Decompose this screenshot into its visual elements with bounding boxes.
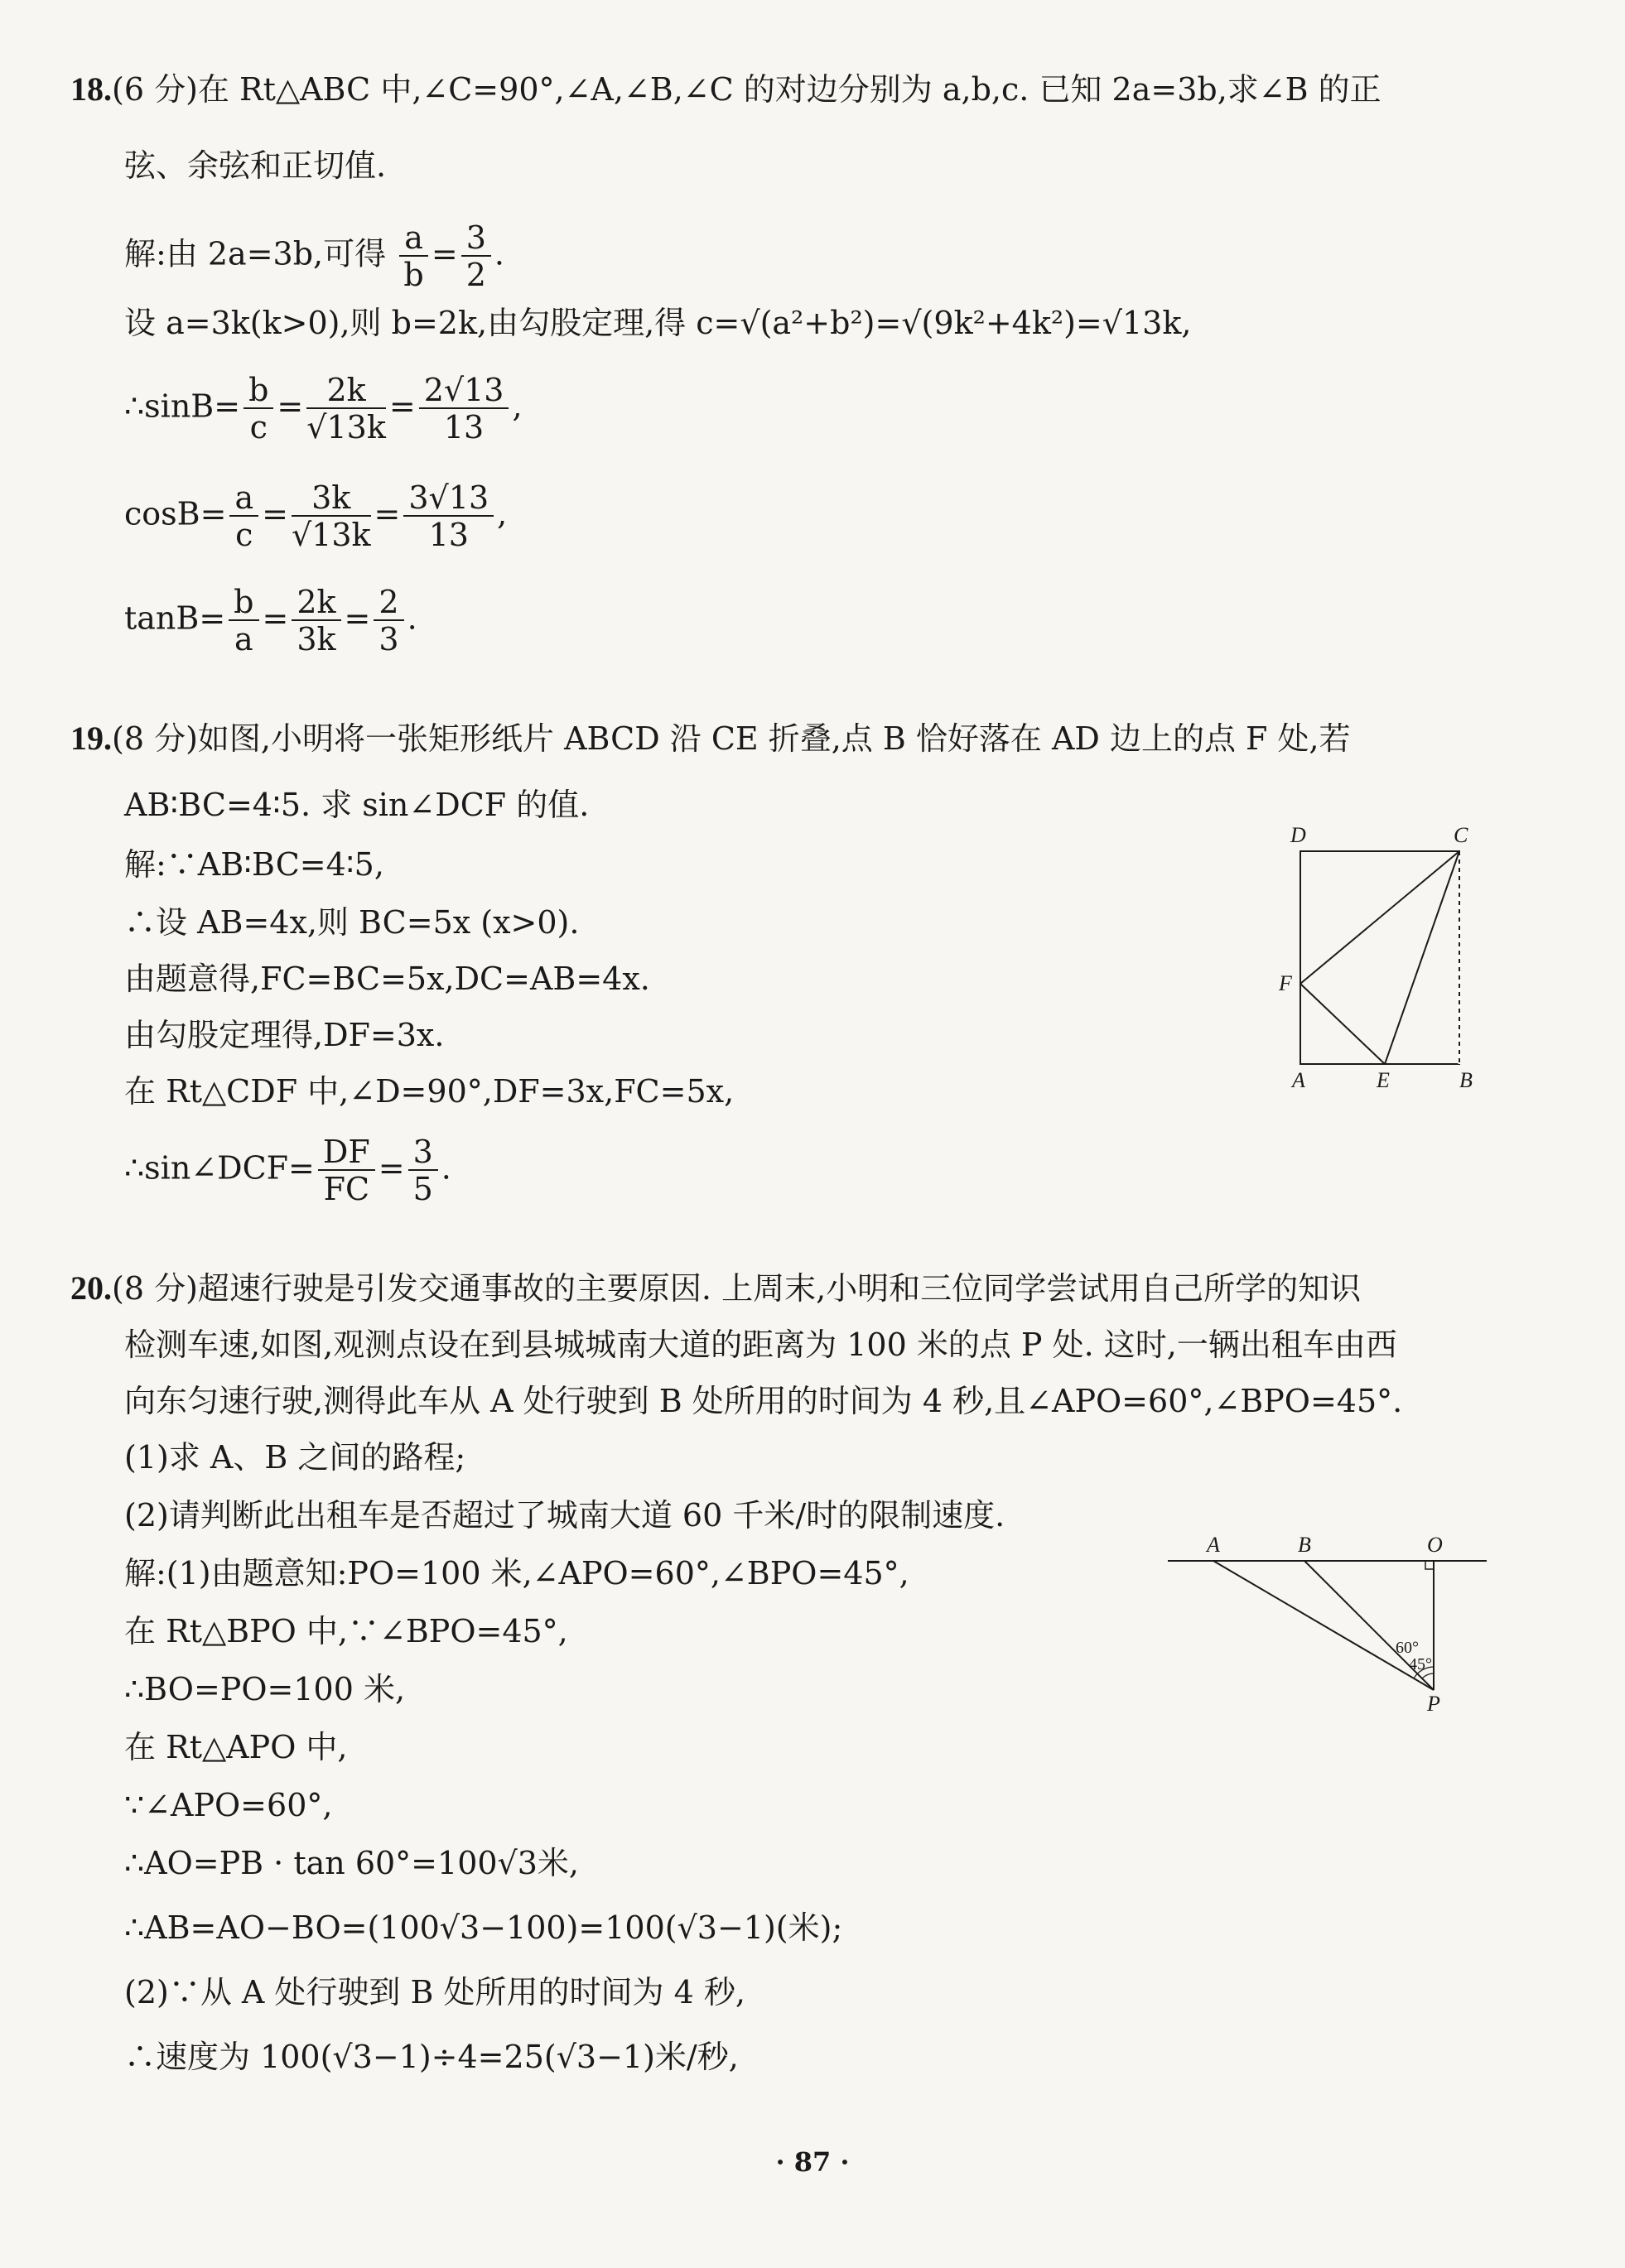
fraction: $\frac{2√13}{13}$ xyxy=(419,373,509,445)
fraction: $\frac{a}{b}$ xyxy=(399,220,428,293)
q20-sol1: 解:(1)由题意知:PO=100 米,∠APO=60°,∠BPO=45°, xyxy=(124,1555,909,1591)
q18-cos: cosB= $\frac{a}{c}$ = $\frac{3k}{√13k}$ = $\frac{3√13}{13}$ , xyxy=(124,479,508,553)
rectangle-fold-figure xyxy=(1275,824,1507,1097)
label-O: O xyxy=(1427,1533,1443,1557)
fraction: $\frac{2k}{3k}$ xyxy=(292,585,340,657)
q18-line1 xyxy=(70,70,1381,109)
q20-sol8: (2)∵从 A 处行驶到 B 处所用的时间为 4 秒, xyxy=(124,1974,745,2010)
q20-line2: 检测车速,如图,观测点设在到县城城南大道的距离为 100 米的点 P 处. 这时,一辆出租车由西 xyxy=(124,1327,1397,1363)
q18-number: 18. xyxy=(70,70,112,108)
page-number: · 87 · xyxy=(775,2146,850,2178)
label-E: E xyxy=(1377,1068,1390,1092)
fraction: $\frac{3}{5}$ xyxy=(408,1134,438,1207)
q20-sol7: ∴AB=AO−BO=(100√3−100)=100(√3−1)(米); xyxy=(124,1909,843,1946)
segment-fe xyxy=(1300,984,1385,1064)
fraction: $\frac{3}{2}$ xyxy=(461,220,491,293)
angle-label-45: 45° xyxy=(1409,1655,1432,1673)
q20-line1 xyxy=(70,1269,1361,1308)
q19-sol4: 由勾股定理得,DF=3x. xyxy=(124,1017,445,1053)
q19-sol6: ∴sin∠DCF= $\frac{DF}{FC}$ = $\frac{3}{5}$ . xyxy=(124,1134,451,1207)
road-observation-figure xyxy=(1164,1530,1491,1717)
fraction: $\frac{2k}{√13k}$ xyxy=(306,372,386,445)
right-angle-mark xyxy=(1425,1561,1434,1569)
q20-line3: 向东匀速行驶,测得此车从 A 处行驶到 B 处所用的时间为 4 秒,且∠APO=60°,∠BPO=45°. xyxy=(124,1383,1403,1419)
q19-line2: AB∶BC=4∶5. 求 sin∠DCF 的值. xyxy=(124,787,590,823)
label-B: B xyxy=(1298,1533,1311,1557)
fraction: $\frac{3k}{√13k}$ xyxy=(291,479,371,553)
fraction: $\frac{b}{a}$ xyxy=(229,585,258,657)
q19-sol1: 解:∵AB∶BC=4∶5, xyxy=(124,846,384,883)
label-A: A xyxy=(1292,1068,1305,1092)
fraction: $\frac{b}{c}$ xyxy=(244,373,273,445)
q18-sol1-text: 解:由 2a=3b,可得 xyxy=(124,235,387,272)
fraction: $\frac{3√13}{13}$ xyxy=(403,480,494,553)
q20-sol2: 在 Rt△BPO 中,∵∠BPO=45°, xyxy=(124,1613,568,1649)
q20-sol4: 在 Rt△APO 中, xyxy=(124,1729,348,1765)
q18-sol1: 解:由 2a=3b,可得 $\frac{a}{b}$ = $\frac{3}{2}$ . xyxy=(124,219,505,293)
q20-text1: (8 分)超速行驶是引发交通事故的主要原因. 上周末,小明和三位同学尝试用自己所学的知识 xyxy=(112,1270,1362,1307)
q20-part1: (1)求 A、B 之间的路程; xyxy=(124,1439,466,1476)
angle-label-60: 60° xyxy=(1396,1639,1419,1657)
q18-tan: tanB= $\frac{b}{a}$ = $\frac{2k}{3k}$ = $\frac{2}{3}$ . xyxy=(124,584,417,657)
q18-sol2: 设 a=3k(k>0),则 b=2k,由勾股定理,得 c=√(a²+b²)=√(9k²+4k²)=√13k, xyxy=(124,305,1192,341)
q19-text1: (8 分)如图,小明将一张矩形纸片 ABCD 沿 CE 折叠,点 B 恰好落在 AD 边上的点 F 处,若 xyxy=(112,720,1351,757)
q20-part2: (2)请判断此出租车是否超过了城南大道 60 千米/时的限制速度. xyxy=(124,1497,1005,1534)
label-A: A xyxy=(1207,1533,1220,1557)
q20-sol6: ∴AO=PB · tan 60°=100√3米, xyxy=(124,1845,580,1881)
label-B: B xyxy=(1459,1068,1473,1092)
label-P: P xyxy=(1427,1692,1440,1716)
fraction: $\frac{DF}{FC}$ xyxy=(318,1134,375,1207)
label-D: D xyxy=(1290,824,1306,847)
fraction: $\frac{a}{c}$ xyxy=(229,480,258,553)
q18-text1: (6 分)在 Rt△ABC 中,∠C=90°,∠A,∠B,∠C 的对边分别为 a,b,c. 已知 2a=3b,求∠B 的正 xyxy=(112,71,1381,108)
q20-sol5: ∵∠APO=60°, xyxy=(124,1787,333,1823)
q19-sol3: 由题意得,FC=BC=5x,DC=AB=4x. xyxy=(124,961,650,997)
q19-sol2: ∴设 AB=4x,则 BC=5x (x>0). xyxy=(124,904,580,941)
angle-arc-45 xyxy=(1422,1673,1434,1678)
q18-sin: ∴sinB= $\frac{b}{c}$ = $\frac{2k}{√13k}$ = $\frac{2√13}{13}$ , xyxy=(124,372,523,445)
q19-sol5: 在 Rt△CDF 中,∠D=90°,DF=3x,FC=5x, xyxy=(124,1073,735,1110)
rect-ad-dc xyxy=(1300,851,1459,1064)
label-C: C xyxy=(1454,824,1468,847)
q18-line2: 弦、余弦和正切值. xyxy=(124,147,387,184)
q20-number: 20. xyxy=(70,1269,112,1307)
q19-number: 19. xyxy=(70,720,112,757)
q20-sol3: ∴BO=PO=100 米, xyxy=(124,1671,406,1707)
fraction: $\frac{2}{3}$ xyxy=(374,585,403,657)
label-F: F xyxy=(1279,971,1292,995)
q20-sol9: ∴速度为 100(√3−1)÷4=25(√3−1)米/秒, xyxy=(124,2039,739,2075)
q19-line1 xyxy=(70,719,1351,758)
